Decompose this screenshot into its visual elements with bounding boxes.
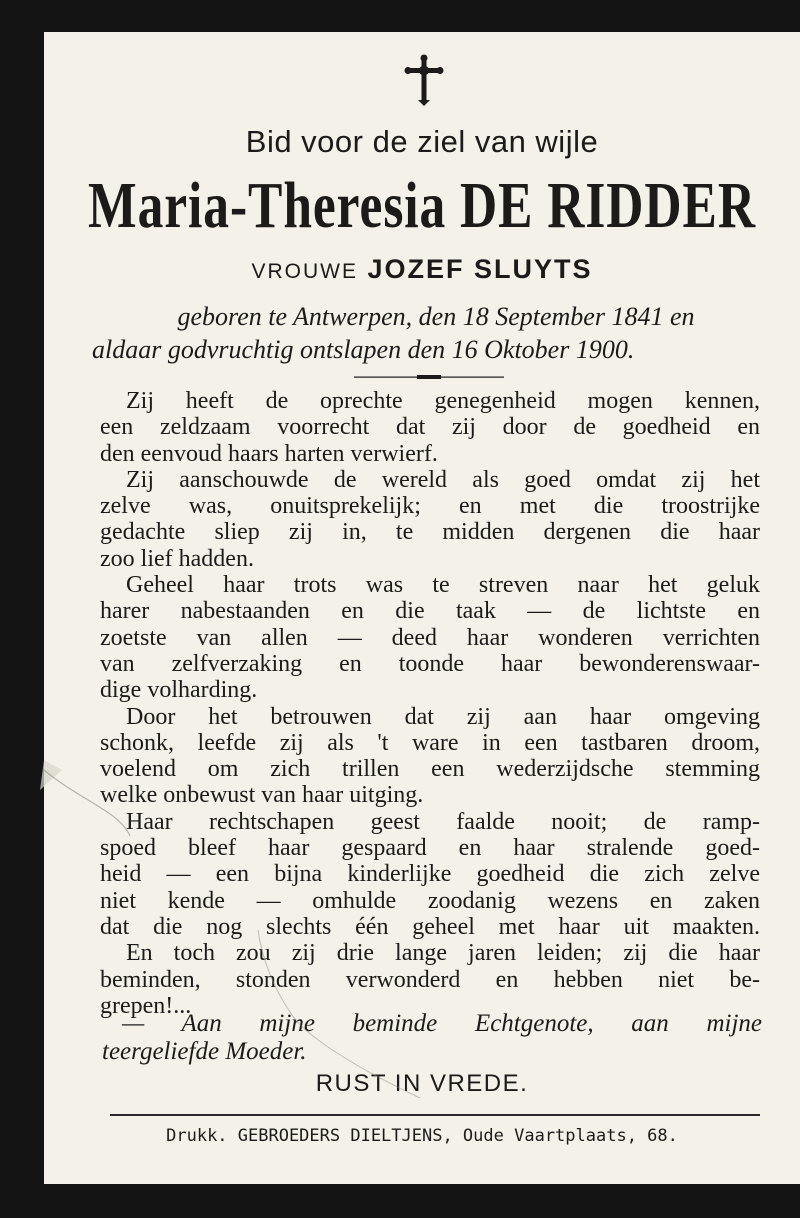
eulogy-line: grepen!...	[100, 992, 192, 1019]
dedication	[102, 1010, 762, 1066]
eulogy-line: den eenvoud haars harten verwierf.	[100, 440, 438, 467]
eulogy-line: niet kende — omhulde zoodanig wezens en zaken	[100, 887, 760, 914]
eulogy-line: beminden, stonden verwonderd en hebben niet be-	[100, 966, 760, 993]
eulogy-line: harer nabestaanden en die taak — de lichtste en	[100, 598, 760, 625]
printer-credit: Drukk. GEBROEDERS DIELTJENS, Oude Vaartplaats, 68.	[166, 1126, 678, 1146]
eulogy-line: schonk, leefde zij als 't ware in een tastbaren droom,	[100, 729, 760, 756]
eulogy-text	[100, 388, 760, 1019]
eulogy-line: Zij aanschouwde de wereld als goed omdat zij het	[126, 466, 760, 493]
memorial-card	[44, 32, 800, 1184]
deceased-name: Maria-Theresia DE RIDDER	[88, 169, 756, 243]
dedication-line-2: teergeliefde Moeder.	[102, 1038, 307, 1065]
eulogy-line: Door het betrouwen dat zij aan haar omgeving	[126, 703, 760, 730]
eulogy-line: van zelfverzaking en toonde haar bewonderenswaar-	[100, 650, 760, 677]
dates-line-1: geboren te Antwerpen, den 18 September 1841 en	[177, 302, 695, 331]
intro-text: Bid voor de ziel van wijle	[245, 124, 599, 159]
footer-rule	[110, 1114, 760, 1116]
closing-text: RUST IN VREDE.	[315, 1070, 529, 1097]
eulogy-line: En toch zou zij drie lange jaren leiden; zij die haar	[126, 940, 760, 967]
birth-death-dates	[92, 300, 772, 366]
eulogy-line: zelve was, onuitsprekelijk; en met die troostrijke	[100, 493, 760, 520]
eulogy-line: Zij heeft de oprechte genegenheid mogen kennen,	[126, 388, 760, 414]
spouse-line	[44, 254, 800, 285]
eulogy-line: een zeldzaam voorrecht dat zij door de goedheid en	[100, 414, 760, 441]
dates-line-2: aldaar godvruchtig ontslapen den 16 Oktober 1900.	[92, 335, 635, 364]
eulogy-line: zoetste van allen — deed haar wonderen verrichten	[100, 624, 760, 651]
eulogy-line: gedachte sliep zij in, te midden dergenen die haar	[100, 519, 760, 546]
spouse-name: JOZEF SLUYTS	[367, 254, 593, 284]
eulogy-line: dat die nog slechts één geheel met haar uit maakten.	[100, 913, 760, 940]
eulogy-line: voelend om zich trillen een wederzijdsche stemming	[100, 756, 760, 783]
eulogy-line: dige volharding.	[100, 677, 258, 704]
spouse-lead: VROUWE	[251, 260, 358, 283]
cross-icon	[404, 54, 444, 106]
eulogy-line: Haar rechtschapen geest faalde nooit; de ramp-	[126, 808, 760, 835]
dedication-line-1: — Aan mijne beminde Echtgenote, aan mijne	[122, 1010, 762, 1037]
ornamental-divider	[354, 374, 504, 380]
eulogy-line: zoo lief hadden.	[100, 545, 254, 572]
eulogy-line: spoed bleef haar gespaard en haar stralende goed-	[100, 835, 760, 862]
eulogy-line: heid — een bijna kinderlijke goedheid die zich zelve	[100, 861, 760, 888]
eulogy-line: welke onbewust van haar uitging.	[100, 782, 424, 809]
eulogy-line: Geheel haar trots was te streven naar het geluk	[126, 572, 760, 599]
